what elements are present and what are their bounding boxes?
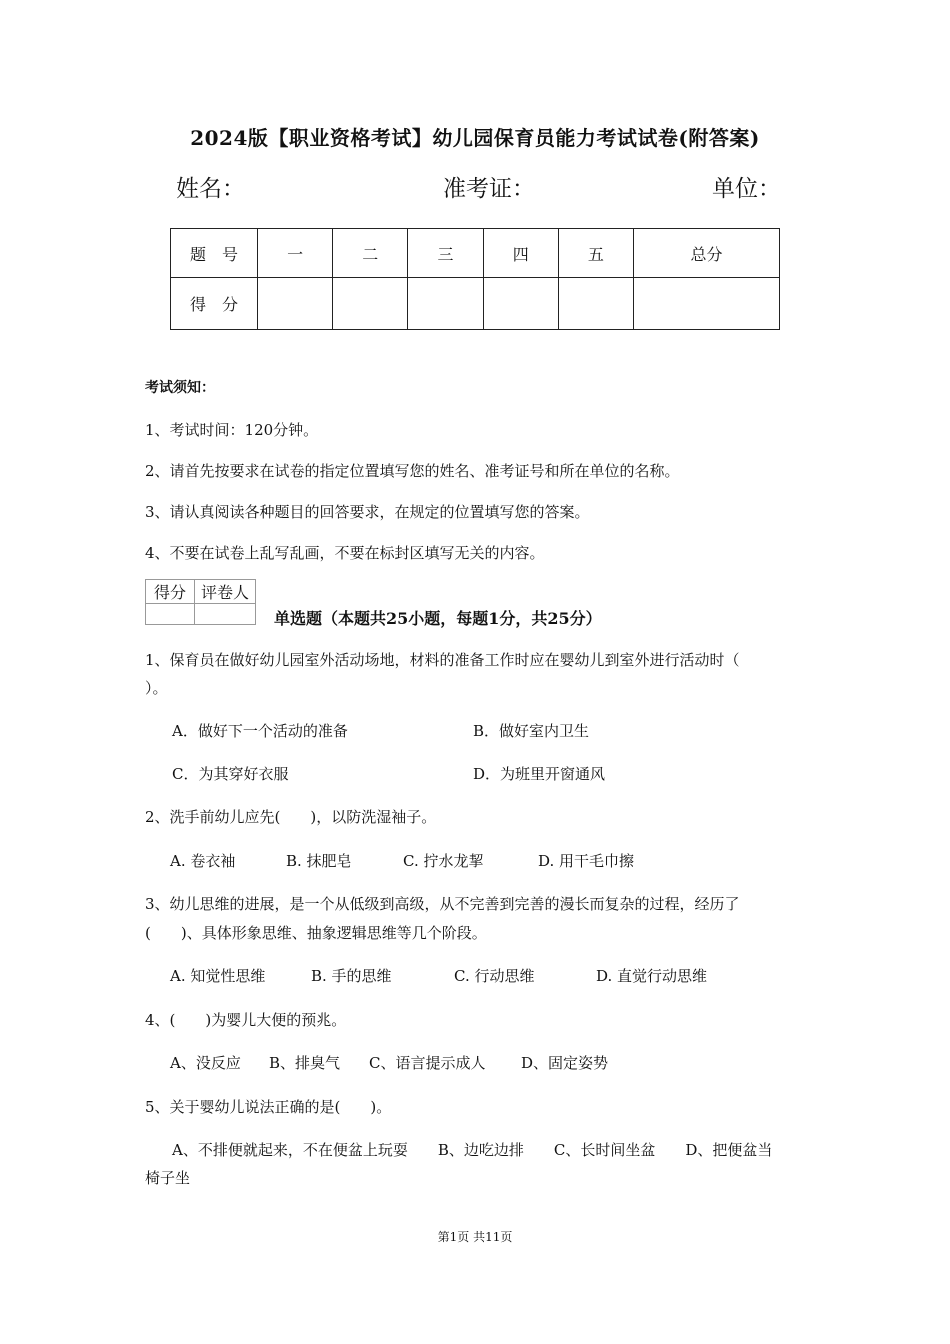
question-4-option-d: D、固定姿势 (521, 1054, 609, 1072)
question-1-stem-cont: ）。 (145, 679, 168, 697)
question-5-stem: 5、关于婴幼儿说法正确的是( )。 (145, 1098, 392, 1116)
grader-reviewer-label: 评卷人 (195, 580, 256, 604)
question-3-option-b: B. 手的思维 (311, 967, 392, 985)
score-header-cell: 二 (333, 229, 408, 278)
notice-item: 1、考试时间：120分钟。 (145, 421, 319, 439)
question-2-option-a: A. 卷衣袖 (170, 852, 236, 870)
notice-heading: 考试须知： (145, 380, 215, 396)
question-3-stem: 3、幼儿思维的进展，是一个从低级到高级，从不完善到完善的漫长而复杂的过程，经历了 (145, 895, 740, 913)
exam-id-label: 准考证： (443, 176, 535, 202)
notice-item: 4、不要在试卷上乱写乱画，不要在标封区填写无关的内容。 (145, 544, 545, 562)
score-table-score-row (171, 278, 780, 330)
question-3-option-c: C. 行动思维 (454, 967, 535, 985)
question-1-stem: 1、保育员在做好幼儿园室外活动场地，材料的准备工作时应在婴幼儿到室外进行活动时（ (145, 651, 740, 669)
grader-score-cell (146, 604, 195, 625)
question-5-options: A、不排便就起来，不在便盆上玩耍 B、边吃边排 C、长时间坐盆 D、把便盆当 (172, 1141, 773, 1159)
page-title: 2024版【职业资格考试】幼儿园保育员能力考试试卷(附答案) (190, 126, 760, 150)
question-2-option-b: B. 抹肥皂 (286, 852, 352, 870)
question-4-stem: 4、( )为婴儿大便的预兆。 (145, 1011, 347, 1029)
page-footer: 第1页 共11页 (437, 1230, 513, 1244)
score-cell (333, 278, 408, 330)
question-3-option-d: D. 直觉行动思维 (596, 967, 708, 985)
question-2-option-d: D. 用干毛巾擦 (538, 852, 635, 870)
section-title: 单选题（本题共25小题，每题1分，共25分） (274, 609, 602, 628)
score-header-cell: 一 (258, 229, 333, 278)
question-3-option-a: A. 知觉性思维 (170, 967, 266, 985)
score-header-cell: 三 (408, 229, 483, 278)
score-header-cell: 题 号 (171, 229, 258, 278)
question-1-option-d: D．为班里开窗通风 (473, 765, 606, 783)
question-3-stem-cont: ( )、具体形象思维、抽象逻辑思维等几个阶段。 (145, 924, 487, 942)
score-header-cell: 五 (558, 229, 633, 278)
question-2-option-c: C. 拧水龙挈 (403, 852, 484, 870)
unit-label: 单位： (712, 176, 781, 202)
score-table (170, 228, 780, 330)
name-label: 姓名： (176, 176, 245, 202)
question-1-option-a: A．做好下一个活动的准备 (172, 722, 348, 740)
score-cell (634, 278, 780, 330)
notice-item: 2、请首先按要求在试卷的指定位置填写您的姓名、准考证号和所在单位的名称。 (145, 462, 680, 480)
notice-item: 3、请认真阅读各种题目的回答要求，在规定的位置填写您的答案。 (145, 503, 590, 521)
grader-score-label: 得分 (146, 580, 195, 604)
question-4-option-c: C、语言提示成人 (369, 1054, 486, 1072)
question-5-options-cont: 椅子坐 (145, 1169, 191, 1187)
question-2-stem: 2、洗手前幼儿应先( )，以防洗湿袖子。 (145, 808, 437, 826)
score-cell (258, 278, 333, 330)
grader-box (145, 579, 256, 625)
score-cell (408, 278, 483, 330)
score-row-label: 得 分 (171, 278, 258, 330)
question-1-option-b: B．做好室内卫生 (473, 722, 590, 740)
score-header-cell: 总分 (634, 229, 780, 278)
score-cell (483, 278, 558, 330)
question-4-option-a: A、没反应 (170, 1054, 241, 1072)
score-table-header-row (171, 229, 780, 278)
question-4-option-b: B、排臭气 (269, 1054, 341, 1072)
grader-reviewer-cell (195, 604, 256, 625)
score-cell (558, 278, 633, 330)
score-header-cell: 四 (483, 229, 558, 278)
question-1-option-c: C．为其穿好衣服 (172, 765, 289, 783)
